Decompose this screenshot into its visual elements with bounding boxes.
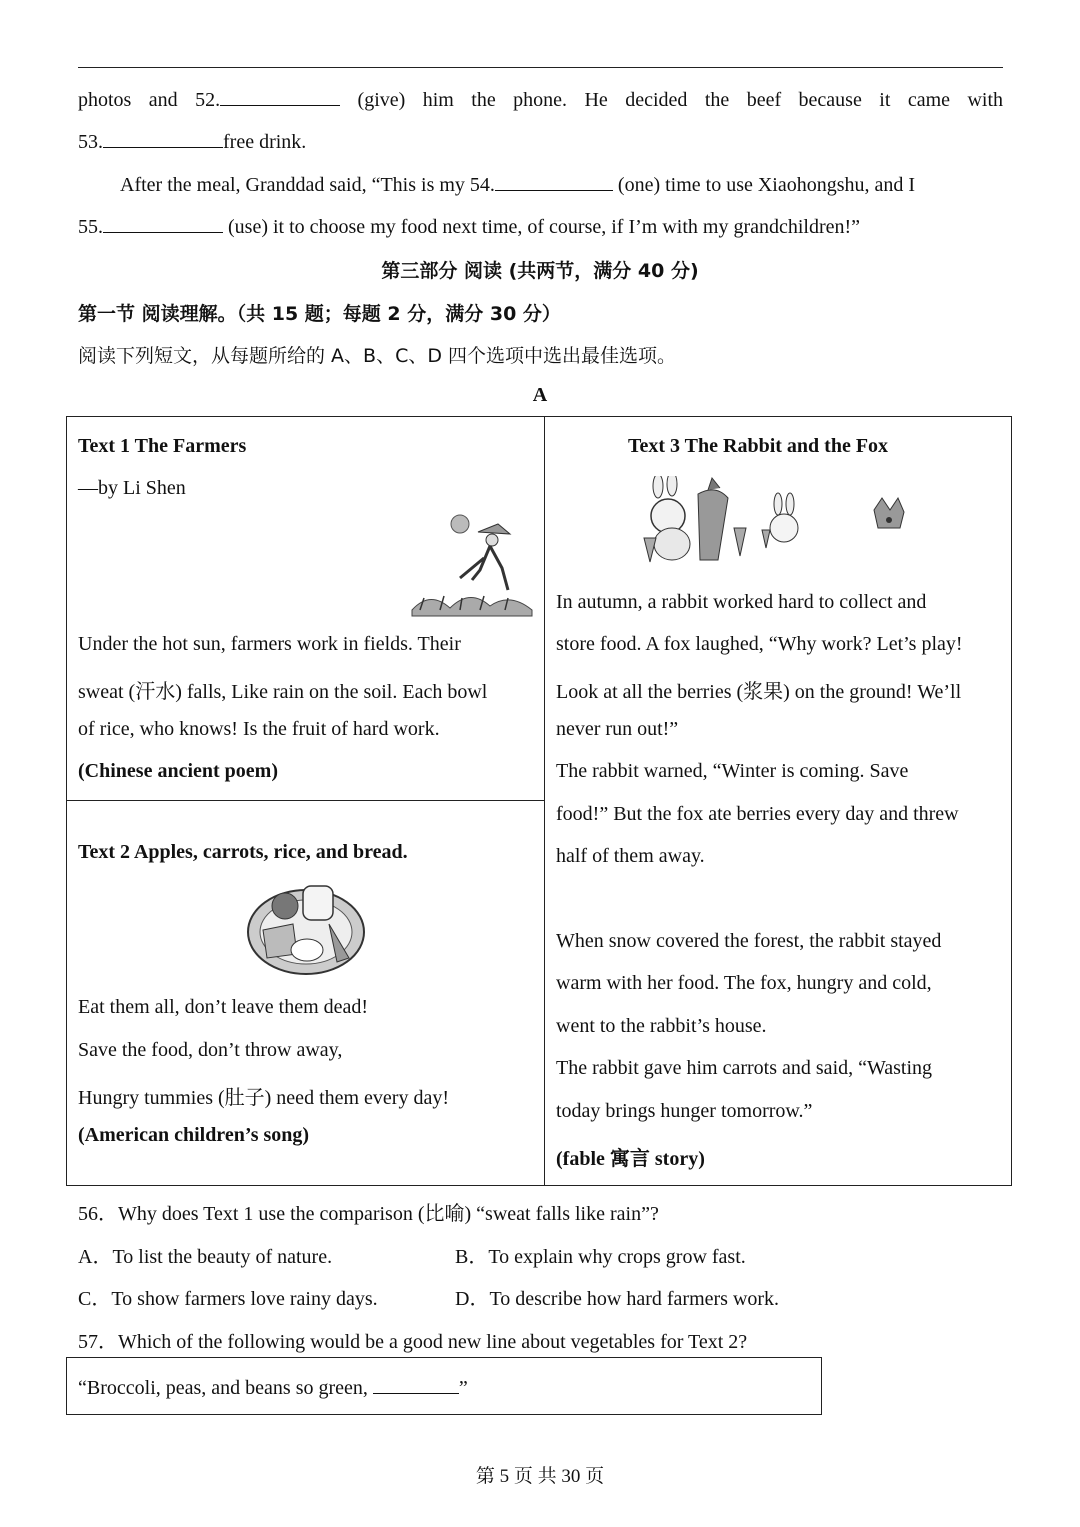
text1-line-3: of rice, who knows! Is the fruit of hard work. <box>78 718 440 740</box>
text2-line-2: Save the food, don’t throw away, <box>78 1039 343 1061</box>
table-horizontal-divider <box>66 800 545 801</box>
answer-blank-54[interactable] <box>495 172 613 191</box>
text3-line-9: warm with her food. The fox, hungry and cold, <box>556 972 932 994</box>
text3-line-1: In autumn, a rabbit worked hard to collect and <box>556 591 927 613</box>
text1-author: —by Li Shen <box>78 477 186 499</box>
text2-line-3: Hungry tummies (肚子) need them every day! <box>78 1087 450 1109</box>
page-footer: 第 5 页 共 30 页 <box>475 1466 605 1487</box>
text3-line-10: went to the rabbit’s house. <box>556 1015 767 1037</box>
passage-line-3: After the meal, Granddad said, “This is my 54. (one) time to use Xiaohongshu, and I <box>120 174 916 196</box>
answer-blank-53[interactable] <box>103 129 223 148</box>
text1-line-2: sweat (汗水) falls, Like rain on the soil. Each bowl <box>78 681 488 703</box>
passage-letter: A <box>532 384 548 406</box>
text1-title: Text 1 The Farmers <box>78 435 247 457</box>
text3-line-5: The rabbit warned, “Winter is coming. Save <box>556 760 909 782</box>
top-rule <box>78 67 1003 68</box>
answer-blank-52[interactable] <box>220 87 340 106</box>
part-title: 第三部分 阅读 (共两节，满分 40 分) <box>381 260 699 282</box>
food-plate-illustration <box>245 880 367 978</box>
table-vertical-divider <box>544 416 545 1186</box>
text3-line-12: today brings hunger tomorrow.” <box>556 1100 813 1122</box>
instruction: 阅读下列短文，从每题所给的 A、B、C、D 四个选项中选出最佳选项。 <box>78 345 677 367</box>
text3-line-4: never run out!” <box>556 718 679 740</box>
q56-option-b[interactable]: B．To explain why crops grow fast. <box>455 1246 746 1268</box>
text3-source: (fable 寓言 story) <box>556 1148 705 1170</box>
q56-option-a[interactable]: A．To list the beauty of nature. <box>78 1246 333 1268</box>
passage-line-2: 53. free drink. <box>78 131 307 153</box>
text2-title: Text 2 Apples, carrots, rice, and bread. <box>78 841 408 863</box>
text3-line-11: The rabbit gave him carrots and said, “Wasting <box>556 1057 933 1079</box>
q57-stem: 57．Which of the following would be a good new line about vegetables for Text 2? <box>78 1331 748 1353</box>
text3-line-6: food!” But the fox ate berries every day and threw <box>556 803 959 825</box>
text3-line-8: When snow covered the forest, the rabbit stayed <box>556 930 942 952</box>
answer-blank-55[interactable] <box>103 214 223 233</box>
text2-source: (American children’s song) <box>78 1124 310 1146</box>
text3-line-7: half of them away. <box>556 845 705 867</box>
passage-line-4: 55. (use) it to choose my food next time, of course, if I’m with my grandchildren!” <box>78 216 861 238</box>
text3-line-3: Look at all the berries (浆果) on the ground! We’ll <box>556 681 962 703</box>
q56-stem: 56．Why does Text 1 use the comparison (比喻) “sweat falls like rain”? <box>78 1203 659 1225</box>
text3-title: Text 3 The Rabbit and the Fox <box>628 435 889 457</box>
text1-source: (Chinese ancient poem) <box>78 760 278 782</box>
text1-line-1: Under the hot sun, farmers work in fields. Their <box>78 633 461 655</box>
passage-line-1: photos and 52. (give) him the phone. He decided the beef because it came with <box>78 89 1004 111</box>
farmer-illustration <box>410 510 535 618</box>
q57-quote-line: “Broccoli, peas, and beans so green, ” <box>78 1377 468 1399</box>
subsection-title: 第一节 阅读理解。（共 15 题；每题 2 分，满分 30 分） <box>78 303 561 325</box>
rabbit-fox-illustration <box>638 476 922 570</box>
q56-option-d[interactable]: D．To describe how hard farmers work. <box>455 1288 780 1310</box>
q57-blank[interactable] <box>373 1375 459 1394</box>
text3-line-2: store food. A fox laughed, “Why work? Let’s play! <box>556 633 963 655</box>
text2-line-1: Eat them all, don’t leave them dead! <box>78 996 369 1018</box>
q56-option-c[interactable]: C．To show farmers love rainy days. <box>78 1288 378 1310</box>
